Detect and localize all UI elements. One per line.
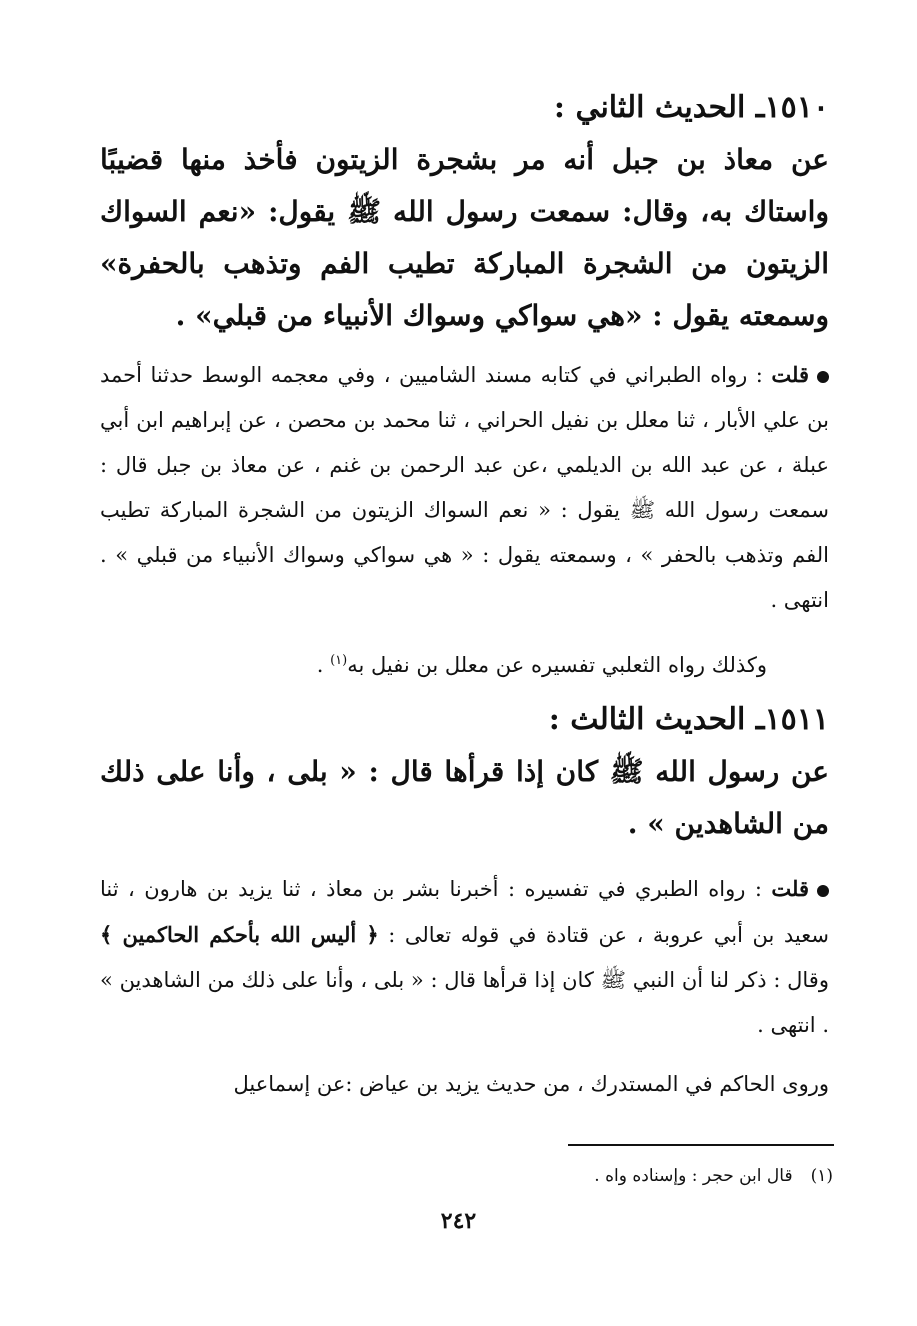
hadith-1510-commentary: [100, 352, 829, 623]
continuation-text: وروى الحاكم في المستدرك ، من حديث يزيد بن عياض :عن إسماعيل: [233, 1072, 829, 1096]
hadith-1510-note: [100, 638, 767, 688]
footnote: [133, 1162, 833, 1190]
commentary-text: : رواه الطبراني في كتابه مسند الشاميين ، وفي معجمه الوسط حدثنا أحمد بن علي الأبار ، ثنا معلل بن نفيل الحراني ، ثنا محمد بن محصن ، عن إبراهيم ابن أبي عبلة ، عن عبد الله بن الديلمي ،عن عبد الرحمن بن غنم ، عن معاذ بن جبل قال : سمعت رسول الله ﷺ يقول : « نعم السواك الزيتون من الشجرة المباركة تطيب الفم وتذهب بالحفر » ، وسمعته يقول : « هي سواكي وسواك الأنبياء من قبلي » . انتهى .: [100, 363, 829, 612]
footnote-number: (١): [810, 1166, 833, 1186]
commentary-label: قلت: [771, 876, 809, 901]
hadith-1510-heading: ١٥١٠ـ الحديث الثاني :: [553, 90, 829, 125]
quran-verse: ﴿ أليس الله بأحكم الحاكمين ﴾: [100, 922, 379, 947]
hadith-1511-heading: ١٥١١ـ الحديث الثالث :: [548, 702, 829, 737]
hadith-1511-text: عن رسول الله ﷺ كان إذا قرأها قال : « بلى ، وأنا على ذلك من الشاهدين » .: [100, 755, 829, 840]
bullet-icon: [817, 371, 829, 383]
page-number: ٢٤٢: [440, 1208, 477, 1234]
commentary-label: قلت: [771, 362, 809, 387]
note-text: وكذلك رواه الثعلبي تفسيره عن معلل بن نفيل به: [347, 653, 767, 677]
bullet-icon: [817, 885, 829, 897]
hadith-1511-commentary: [100, 866, 829, 1048]
note-end: .: [316, 653, 331, 677]
hadith-1510-text: عن معاذ بن جبل أنه مر بشجرة الزيتون فأخذ منها قضيبًا واستاك به، وقال: سمعت رسول الله ﷺ يقول: «نعم السواك الزيتون من الشجرة المباركة تطيب الفم وتذهب بالحفرة» وسمعته يقول : «هي سواكي وسواك الأنبياء من قبلي» .: [100, 143, 829, 332]
footnote-divider: [568, 1144, 834, 1146]
commentary-text: : رواه الطبري في تفسيره : أخبرنا بشر بن معاذ ، ثنا يزيد بن هارون ، ثنا سعيد بن أبي عروبة ، عن قتادة في قوله تعالى :: [100, 877, 829, 947]
footnote-text: قال ابن حجر : وإسناده واه .: [594, 1166, 793, 1186]
commentary-text-continued: وقال : ذكر لنا أن النبي ﷺ كان إذا قرأها قال : « بلى ، وأنا على ذلك من الشاهدين » . انتهى .: [100, 968, 829, 1037]
footnote-reference[interactable]: (١): [330, 653, 348, 668]
